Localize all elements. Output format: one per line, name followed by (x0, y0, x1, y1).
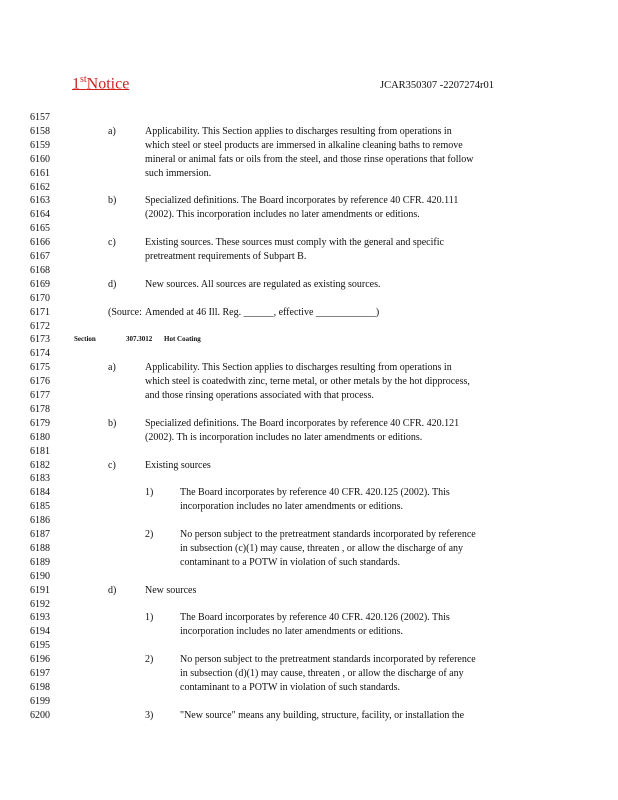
document-line (30, 681, 590, 694)
line-number: 6200 (30, 709, 50, 721)
document-line (30, 167, 590, 180)
line-number: 6181 (30, 445, 50, 457)
line-text: Applicability. This Section applies to discharges resulting from operations in (145, 362, 452, 374)
line-text: which steel or steel products are immersed in alkaline cleaning baths to remove (145, 139, 463, 151)
document-line (30, 111, 590, 124)
line-text: such immersion. (145, 167, 212, 179)
line-text: Existing sources (145, 459, 211, 471)
line-text: and those rinsing operations associated with that process. (145, 390, 374, 401)
document-line (30, 598, 590, 611)
line-text: The Board incorporates by reference 40 CFR. 420.125 (2002). This (180, 487, 450, 499)
subitem-label: 1) (145, 612, 154, 624)
line-number: 6199 (30, 695, 50, 707)
document-line (30, 625, 590, 638)
section-word: Section (74, 335, 96, 344)
line-number: 6187 (30, 529, 50, 540)
line-number: 6198 (30, 681, 50, 693)
section-number: 307.3012 (126, 335, 153, 344)
subitem-label: 2) (145, 654, 154, 666)
line-number: 6166 (30, 237, 50, 249)
document-line (30, 584, 590, 597)
document-line (30, 320, 590, 333)
document-line (30, 222, 590, 235)
subitem-label: 2) (145, 529, 154, 540)
line-text: Amended at 46 Ill. Reg. ______, effective ____________) (145, 306, 380, 318)
line-number: 6184 (30, 487, 50, 499)
line-text: "New source" means any building, structure, facility, or installation the (180, 709, 465, 721)
line-number: 6169 (30, 278, 50, 290)
document-line (30, 292, 590, 305)
line-number: 6176 (30, 376, 50, 388)
document-line (30, 403, 590, 416)
document-line (30, 333, 590, 346)
line-number: 6160 (30, 153, 50, 165)
notice-heading: 1stNotice (72, 74, 130, 93)
document-line (30, 417, 590, 430)
line-number: 6185 (30, 501, 50, 513)
line-text: The Board incorporates by reference 40 CFR. 420.126 (2002). This (180, 612, 450, 624)
line-number: 6175 (30, 362, 50, 374)
line-text: Existing sources. These sources must comply with the general and specific (145, 237, 444, 249)
line-text: contaminant to a POTW in violation of such standards. (180, 681, 401, 693)
line-text: mineral or animal fats or oils from the steel, and those rinse operations that follow (145, 153, 474, 165)
line-number: 6170 (30, 292, 50, 304)
document-line (30, 514, 590, 527)
line-text: New sources (145, 584, 197, 596)
document-line (30, 250, 590, 263)
document-line (30, 375, 590, 388)
document-line (30, 389, 590, 402)
document-line (30, 236, 590, 249)
document-line (30, 181, 590, 194)
line-number: 6192 (30, 598, 50, 610)
item-label: b) (108, 417, 117, 429)
subitem-label: 1) (145, 487, 154, 499)
line-number: 6188 (30, 542, 50, 554)
document-line (30, 639, 590, 652)
document-line (30, 695, 590, 708)
line-number: 6168 (30, 264, 50, 276)
document-line (30, 361, 590, 374)
item-label: d) (108, 584, 117, 596)
document-line (30, 347, 590, 360)
line-number: 6183 (30, 473, 50, 485)
document-line (30, 278, 590, 291)
document-line (30, 500, 590, 513)
document-line (30, 139, 590, 152)
document-line (30, 125, 590, 138)
line-text: contaminant to a POTW in violation of such standards. (180, 556, 401, 568)
document-line (30, 472, 590, 485)
line-text: incorporation includes no later amendments or editions. (180, 501, 403, 513)
line-text: incorporation includes no later amendments or editions. (180, 626, 403, 638)
line-text: Applicability. This Section applies to discharges resulting from operations in (145, 125, 452, 137)
line-number: 6191 (30, 584, 50, 596)
document-line (30, 709, 590, 722)
line-text: (2002). This incorporation includes no later amendments or editions. (145, 209, 420, 221)
document-line (30, 542, 590, 555)
document-line (30, 208, 590, 221)
item-label: c) (108, 237, 116, 249)
item-label: b) (108, 195, 117, 207)
line-text: in subsection (c)(1) may cause, threaten , or allow the discharge of any (180, 542, 464, 554)
item-label: a) (108, 125, 116, 137)
document-line (30, 459, 590, 472)
document-line (30, 153, 590, 166)
line-number: 6194 (30, 626, 50, 638)
line-number: 6165 (30, 223, 50, 235)
line-number: 6177 (30, 390, 50, 401)
line-number: 6180 (30, 431, 50, 443)
line-text: No person subject to the pretreatment standards incorporated by reference (180, 654, 476, 666)
document-line (30, 445, 590, 458)
line-number: 6195 (30, 640, 50, 652)
document-line (30, 306, 590, 319)
document-line (30, 611, 590, 624)
item-label: c) (108, 459, 116, 471)
line-number: 6174 (30, 348, 50, 360)
line-text: in subsection (d)(1) may cause, threaten , or allow the discharge of any (180, 668, 464, 679)
line-number: 6167 (30, 251, 50, 262)
line-number: 6189 (30, 556, 50, 568)
document-line (30, 486, 590, 499)
document-line (30, 653, 590, 666)
line-number: 6162 (30, 181, 50, 193)
line-number: 6172 (30, 320, 50, 332)
document-line (30, 556, 590, 569)
item-label: (Source: (108, 306, 142, 318)
document-line (30, 264, 590, 277)
line-number: 6171 (30, 306, 50, 318)
line-number: 6190 (30, 570, 50, 582)
line-text: Specialized definitions. The Board incorporates by reference 40 CFR. 420.121 (145, 417, 460, 429)
document-line (30, 194, 590, 207)
line-text: pretreatment requirements of Subpart B. (145, 251, 307, 262)
line-text: Specialized definitions. The Board incorporates by reference 40 CFR. 420.111 (145, 195, 459, 207)
line-number: 6178 (30, 403, 50, 415)
line-number: 6186 (30, 515, 50, 527)
document-line (30, 570, 590, 583)
document-line (30, 431, 590, 444)
line-number: 6193 (30, 612, 50, 624)
line-number: 6173 (30, 334, 50, 346)
line-number: 6158 (30, 125, 50, 137)
line-number: 6159 (30, 139, 50, 151)
item-label: d) (108, 278, 117, 290)
line-number: 6157 (30, 112, 50, 123)
line-number: 6164 (30, 209, 50, 221)
line-text: New sources. All sources are regulated as existing sources. (145, 278, 381, 290)
line-text: No person subject to the pretreatment standards incorporated by reference (180, 529, 476, 540)
line-text: which steel is coatedwith zinc, terne metal, or other metals by the hot dipprocess, (145, 376, 470, 388)
line-number: 6197 (30, 668, 50, 679)
line-number: 6196 (30, 654, 50, 666)
line-text: (2002). Th is incorporation includes no later amendments or editions. (145, 431, 423, 443)
line-number: 6182 (30, 459, 50, 471)
document-line (30, 528, 590, 541)
item-label: a) (108, 362, 116, 374)
line-number: 6161 (30, 167, 50, 179)
section-title: Hot Coating (164, 335, 201, 344)
line-number: 6163 (30, 195, 50, 207)
document-line (30, 667, 590, 680)
line-number: 6179 (30, 417, 50, 429)
subitem-label: 3) (145, 709, 154, 721)
document-id: JCAR350307 -2207274r01 (380, 80, 495, 91)
